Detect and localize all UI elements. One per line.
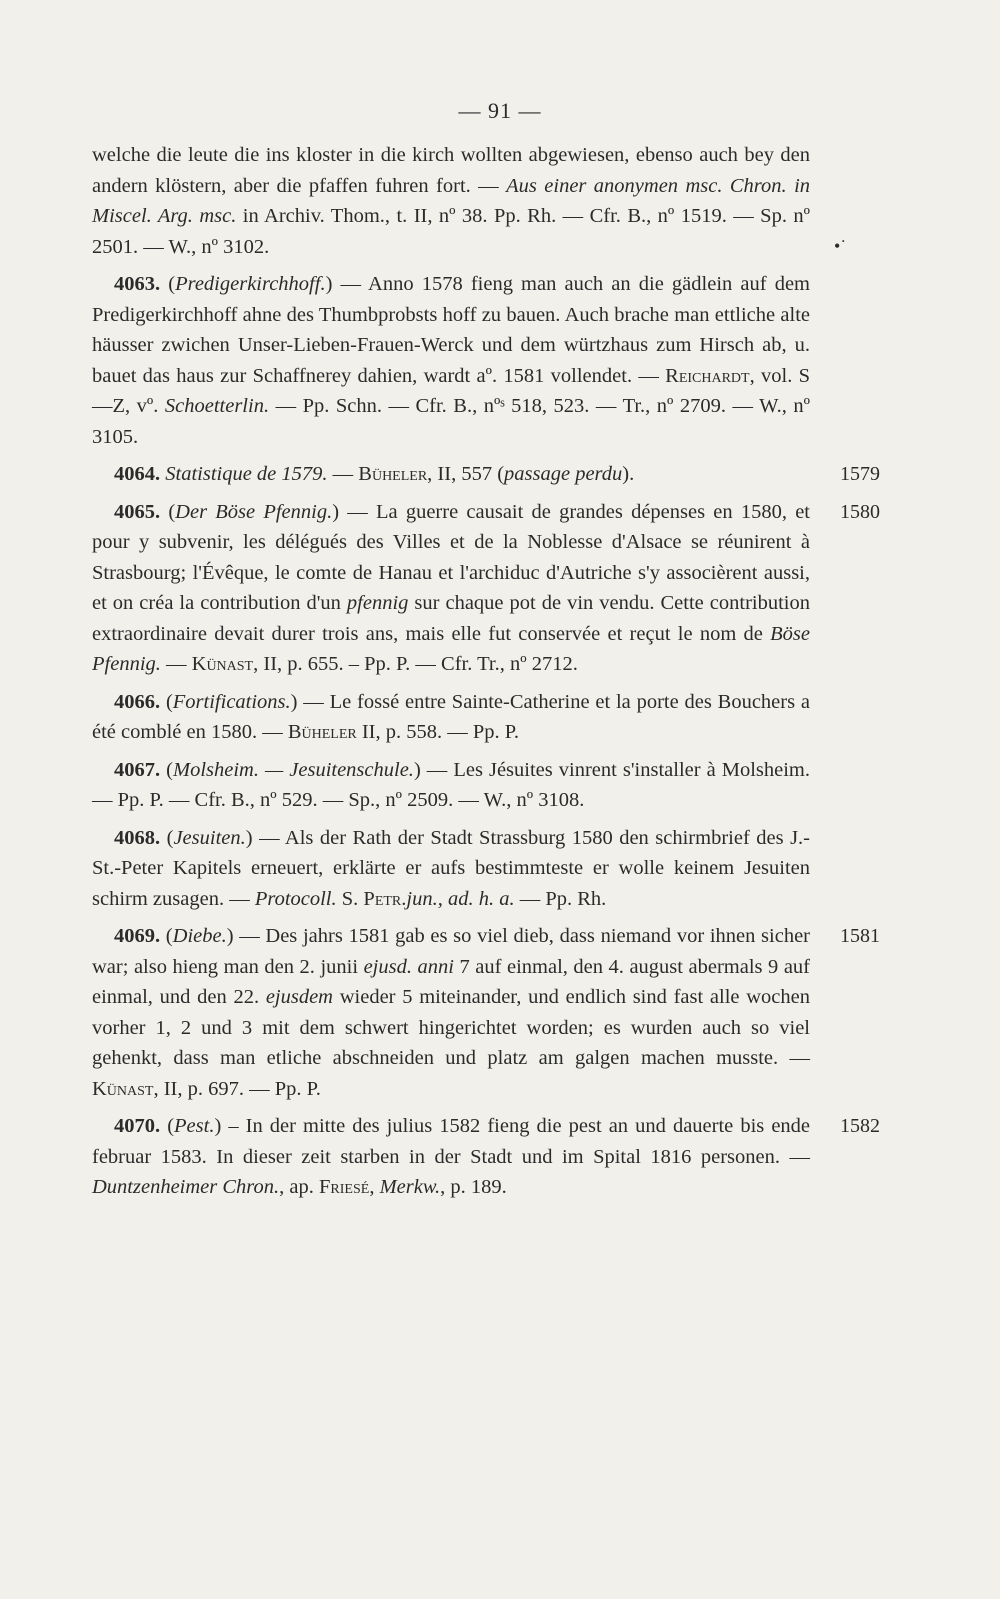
entry-text: welche die leute die ins kloster in die kirch wollten abgewiesen, ebenso auch bey den andern klöstern, aber die pfaffen fuhren fort. — [92, 144, 810, 197]
small-caps-name: Petr. [363, 887, 407, 910]
entry-text: ) — La guerre causait de grandes dépenses en 1580, et pour y subvenir, les délégués des Villes et de la Noblesse d'Alsace se réunirent à Strasbourg; l'Évêque, le comte de Hanau et l'archiduc d'Autriche s'y associèrent aussi, et on créa la contribution d'un [92, 500, 810, 614]
entry-text: ( [160, 925, 173, 947]
margin-year: 1581 [840, 925, 880, 947]
entry-paragraph [92, 140, 810, 262]
italic-text: Böse Pfennig. [92, 622, 810, 675]
italic-text: ejusd. anni [363, 955, 454, 978]
italic-text: Protocoll. [254, 887, 337, 910]
entry-text: , II, 557 ( [427, 463, 505, 485]
entry-number: 4069. [114, 925, 161, 947]
entry-text: II, p. 558. — Pp. P. [356, 721, 520, 743]
entry-text: wieder 5 miteinander, und endlich sind fast alle wochen vorher 1, 2 und 3 mit dem schwert hingerichtet worden; es wurden auch so viel gehenkt, dass man etliche abschneiden und platz am galgen machen musste. — [92, 986, 811, 1069]
italic-text: pfennig [346, 592, 409, 614]
small-caps-name: Friesé [319, 1176, 370, 1198]
entry-paragraph [92, 269, 810, 452]
italic-text: Molsheim. — Jesuitenschule. [173, 758, 414, 781]
italic-text: Schoetterlin. [164, 395, 270, 417]
entry-text: ) — Als der Rath der Stadt Strassburg 1580 den schirmbrief des J.-St.-Peter Kapitels erneuert, erklärte er aufs bestimmteste er wolle keinem Jesuiten schirm zusagen. — [92, 826, 811, 910]
entry-text: ) — Les Jésuites vinrent s'installer à Molsheim. — Pp. P. — Cfr. B., nº 529. — Sp., nº 2509. — W., nº 3108. [92, 758, 811, 811]
margin-year: 1580 [840, 500, 880, 523]
entry-number: 4063. [114, 273, 161, 295]
entry-text: , II, p. 697. — Pp. P. [153, 1077, 321, 1100]
entry-text: ). [622, 463, 635, 485]
entry-text: ) – In der mitte des julius 1582 fieng die pest an und dauerte bis ende februar 1583. In dieser zeit starben in der Stadt und im Spital 1816 personen. — [92, 1115, 811, 1168]
entry-text: , vol. S—Z, vº. [92, 364, 810, 417]
entry-number: 4065. [114, 500, 161, 523]
entry-text: , II, p. 655. – Pp. P. — Cfr. Tr., nº 2712. [253, 653, 578, 675]
entry-number: 4066. [114, 690, 161, 713]
italic-text: Pest. [174, 1115, 215, 1137]
small-caps-name: Reichardt [665, 364, 750, 387]
margin-mark: •˙ [834, 236, 847, 256]
entry-text: in Archiv. Thom., t. II, nº 38. Pp. Rh. — Cfr. B., nº 1519. — Sp. nº 2501. — W., nº 3102. [92, 205, 810, 258]
entry-paragraph [92, 497, 880, 680]
entry-text: ( [160, 826, 174, 849]
entry-text: — Pp. Rh. [514, 887, 607, 910]
italic-text: Merkw. [379, 1176, 441, 1198]
italic-text: Jesuiten. [173, 826, 246, 849]
entry-paragraph [92, 755, 810, 816]
margin-year: 1582 [840, 1115, 880, 1137]
entry-number: 4070. [114, 1115, 161, 1137]
entry-text: ) — Des jahrs 1581 gab es so viel dieb, dass niemand vor ihnen sicher war; also hieng man den 2. junii [92, 925, 811, 978]
italic-text: Predigerkirchhoff. [175, 273, 326, 295]
small-caps-name: Künast [191, 653, 254, 675]
italic-text: Diebe. [172, 925, 227, 947]
entry-text: , p. 189. [440, 1176, 507, 1198]
entry-number: 4064. [114, 463, 161, 485]
entry-text: , [369, 1176, 380, 1198]
small-caps-name: Künast [92, 1077, 154, 1100]
entry-text: , ap. [279, 1176, 320, 1198]
italic-text: Fortifications. [172, 690, 291, 713]
entry-text: S. [336, 887, 364, 910]
entry-paragraph [92, 459, 880, 490]
entry-text: — [160, 653, 192, 675]
entry-text: ( [160, 758, 173, 781]
entry-paragraph [92, 921, 880, 1104]
entry-paragraph [92, 687, 810, 748]
entry-text: ) — Le fossé entre Sainte-Catherine et la porte des Bouchers a été comblé en 1580. — [92, 690, 811, 743]
entry-text: ) — Anno 1578 fieng man auch an die gädlein auf dem Predigerkirchhoff ahne des Thumbprobsts hoff zu bauen. Auch brache man ettliche alte häusser zwichen Unser-Lieben-Frauen-Werck und dem würtzhaus zum Hirsch ab, u. bauet das haus zur Schaffnerey dahien, wardt aº. 1581 vollendet. — [92, 273, 810, 387]
entry-text: ( [160, 500, 176, 523]
italic-text: jun., ad. h. a. [406, 887, 515, 910]
small-caps-name: Büheler [287, 721, 357, 743]
italic-text: ejusdem [265, 986, 333, 1008]
entry-text: 7 auf einmal, den 4. august abermals 9 auf einmal, und den 22. [92, 955, 810, 1008]
entry-text: — Pp. Schn. — Cfr. B., nºˢ 518, 523. — Tr., nº 2709. — W., nº 3105. [92, 395, 810, 448]
entry-number: 4068. [114, 826, 161, 849]
italic-text: Duntzenheimer Chron. [92, 1176, 280, 1198]
entry-text: — [327, 463, 359, 485]
entry-text: sur chaque pot de vin vendu. Cette contribution extraordinaire devait durer trois ans, mais elle fut conservée et reçut le nom de [92, 592, 810, 645]
italic-text: Statistique de 1579. [165, 463, 328, 485]
entry-paragraph [92, 1111, 880, 1203]
small-caps-name: Büheler [358, 463, 428, 485]
italic-text: Aus einer anonymen msc. Chron. in Miscel. Arg. msc. [92, 174, 811, 227]
italic-text: passage perdu [504, 463, 623, 485]
italic-text: Der Böse Pfennig. [175, 500, 333, 523]
entry-paragraph [92, 823, 810, 915]
page-number: — 91 — [458, 98, 542, 123]
entry-number: 4067. [114, 758, 161, 781]
entry-text: ( [160, 1115, 175, 1137]
margin-year: 1579 [840, 463, 880, 485]
entry-text: ( [160, 273, 176, 295]
document-body [92, 140, 880, 1210]
entry-text: ( [160, 690, 173, 713]
